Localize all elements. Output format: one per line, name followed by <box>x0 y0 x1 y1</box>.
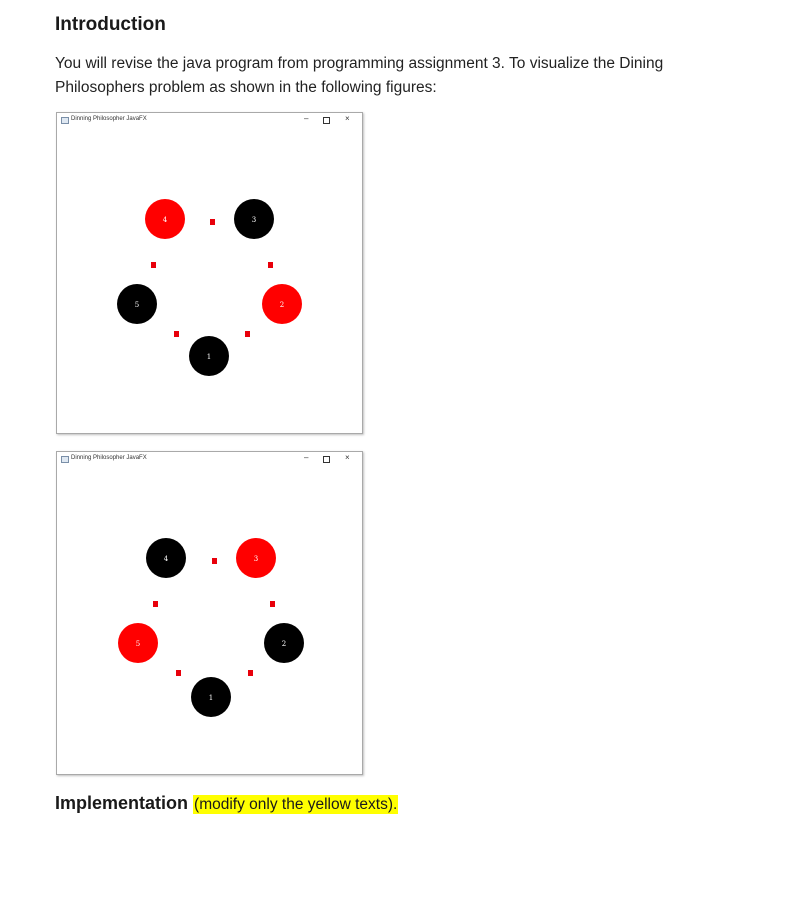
philosopher-5-label: 5 <box>135 640 141 648</box>
java-app-icon <box>61 117 69 124</box>
fork <box>153 601 158 607</box>
philosopher-4 <box>145 199 185 239</box>
fork <box>212 558 217 564</box>
philosopher-1 <box>189 336 229 376</box>
intro-paragraph <box>55 52 755 100</box>
philosopher-1 <box>191 677 231 717</box>
dining-window-2 <box>56 451 363 775</box>
philosopher-2-label: 2 <box>281 640 287 648</box>
fork <box>270 601 275 607</box>
fork <box>268 262 273 268</box>
maximize-button[interactable] <box>323 117 330 124</box>
philosopher-2 <box>262 284 302 324</box>
intro-paragraph-line2: Philosophers problem as shown in the following figures: <box>55 79 437 96</box>
dining-canvas-2 <box>57 452 362 774</box>
window-1-titlebar <box>57 113 362 127</box>
philosopher-3 <box>234 199 274 239</box>
philosopher-4-label: 4 <box>163 555 169 563</box>
philosopher-3-label: 3 <box>251 216 257 224</box>
implementation-line <box>55 793 398 814</box>
philosopher-3 <box>236 538 276 578</box>
intro-paragraph-line1: You will revise the java program from programming assignment 3. To visualize the Dining <box>55 55 664 72</box>
minimize-button[interactable]: – <box>304 453 309 462</box>
minimize-button[interactable]: – <box>304 114 309 123</box>
maximize-button[interactable] <box>323 456 330 463</box>
java-app-icon <box>61 456 69 463</box>
philosopher-5 <box>117 284 157 324</box>
philosopher-5-label: 5 <box>134 301 140 309</box>
philosopher-1-label: 1 <box>208 694 214 702</box>
fork <box>176 670 181 676</box>
fork <box>210 219 215 225</box>
philosopher-3-label: 3 <box>253 555 259 563</box>
philosopher-4 <box>146 538 186 578</box>
fork <box>151 262 156 268</box>
window-2-title: Dinning Philosopher JavaFX <box>71 455 147 461</box>
window-1-title: Dinning Philosopher JavaFX <box>71 116 147 122</box>
implementation-heading: Implementation <box>55 793 189 813</box>
close-button[interactable]: × <box>345 114 350 123</box>
philosopher-2 <box>264 623 304 663</box>
philosopher-4-label: 4 <box>162 216 168 224</box>
philosopher-5 <box>118 623 158 663</box>
intro-heading: Introduction <box>55 14 166 35</box>
window-2-titlebar <box>57 452 362 466</box>
implementation-note-highlight: (modify only the yellow texts). <box>194 796 398 813</box>
philosopher-2-label: 2 <box>279 301 285 309</box>
fork <box>245 331 250 337</box>
dining-window-1 <box>56 112 363 434</box>
dining-canvas-1 <box>57 113 362 433</box>
fork <box>248 670 253 676</box>
philosopher-1-label: 1 <box>206 353 212 361</box>
fork <box>174 331 179 337</box>
close-button[interactable]: × <box>345 453 350 462</box>
